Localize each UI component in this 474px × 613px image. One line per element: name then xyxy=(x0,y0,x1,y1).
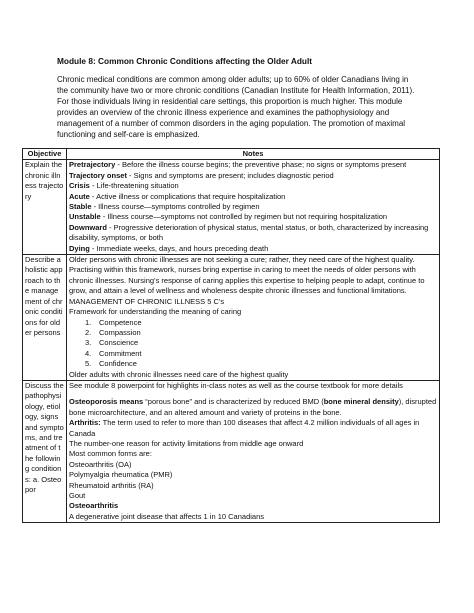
arthritis-reason: The number-one reason for activity limitations from middle age onward xyxy=(69,438,304,448)
table-row xyxy=(23,380,440,522)
trajectory-item: Pretrajectory - Before the illness course begins; the preventive phase; no signs or symptoms present xyxy=(69,160,407,170)
module-title: Module 8: Common Chronic Conditions affecting the Older Adult xyxy=(57,56,313,66)
list-item: 3. Conscience xyxy=(85,338,139,348)
closing-line: Older adults with chronic illnesses need care of the highest quality xyxy=(69,369,289,379)
table-header-row xyxy=(23,149,440,160)
list-item: 1. Competence xyxy=(85,317,142,327)
objective-cell: Describe a holistic approach to the management of chronic conditions for older persons xyxy=(23,255,67,381)
list-item: Osteoarthritis (OA) xyxy=(69,459,132,469)
intro-paragraph: Chronic medical conditions are common among older adults; up to 60% of older Canadians living in the community have two or more chronic conditions (Canadian Institute for Health Information, 2011). For those individuals living in residential care settings, this proportion is much higher. This module provides an overview of the chronic illness experience and examines the pathophysiology and management of a number of common disorders in the aging population. The promotion of maximal functioning and self-care is emphasized. xyxy=(57,75,415,140)
notes-table xyxy=(22,148,440,523)
list-item: Polymyalgia rheumatica (PMR) xyxy=(69,470,173,480)
notes-cell xyxy=(67,160,440,255)
objective-header: Objective xyxy=(23,149,67,160)
framework-line: Framework for understanding the meaning of caring xyxy=(69,307,242,317)
osteoarthritis-text: A degenerative joint disease that affects 1 in 10 Canadians xyxy=(69,511,264,521)
five-cs-heading: MANAGEMENT OF CHRONIC ILLNESS 5 C’s xyxy=(69,296,225,306)
notes-cell xyxy=(67,255,440,381)
osteoarthritis-heading: Osteoarthritis xyxy=(69,501,119,511)
trajectory-item: Trajectory onset - Signs and symptoms are present; includes diagnostic period xyxy=(69,170,334,180)
notes-header: Notes xyxy=(67,149,440,160)
table-row xyxy=(23,160,440,255)
care-paragraph: Older persons with chronic illnesses are not seeking a cure; rather, they need care of the highest quality. Practising within this framework, nurses bring expertise in caring to meet the needs of older persons with chronic illnesses. Nursing’s response of caring applies this expertise to helping people to adapt, continue to grow, and attain a level of wellness and wholeness despite chronic illnesses and functional limitations. xyxy=(69,255,425,296)
list-item: 4. Commitment xyxy=(85,348,142,358)
see-powerpoint-note: See module 8 powerpoint for highlights in-class notes as well as the course textbook for more details xyxy=(69,380,403,390)
list-item: 2. Compassion xyxy=(85,327,141,337)
osteoporosis-definition: Osteoporosis means “porous bone” and is characterized by reduced BMD (bone mineral density), disrupted bone microarchitecture, and an altered amount and variety of proteins in the bone. xyxy=(69,397,437,417)
trajectory-item: Downward - Progressive deterioration of physical status, mental status, or both, characterized by increasing disability, symptoms, or both xyxy=(69,222,429,243)
trajectory-item: Stable - Illness course—symptoms controlled by regimen xyxy=(69,202,260,212)
objective-cell: Explain the chronic illness trajectory xyxy=(23,160,67,255)
trajectory-item: Unstable - Illness course—symptoms not controlled by regimen but not requiring hospitalization xyxy=(69,212,388,222)
list-item: Gout xyxy=(69,491,86,500)
table-row xyxy=(23,255,440,381)
trajectory-item: Crisis - Life-threatening situation xyxy=(69,181,179,191)
arthritis-definition: Arthritis: The term used to refer to more than 100 diseases that affect 4.2 million individuals of all ages in Canada xyxy=(69,418,420,438)
notes-cell xyxy=(67,380,440,522)
trajectory-item: Acute - Active illness or complications that require hospitalization xyxy=(69,191,286,201)
trajectory-item: Dying - Immediate weeks, days, and hours preceding death xyxy=(69,243,269,253)
forms-label: Most common forms are: xyxy=(69,449,152,459)
list-item: Rheumatoid arthritis (RA) xyxy=(69,480,154,490)
list-item: 5. Confidence xyxy=(85,359,137,369)
five-cs-list xyxy=(69,318,437,370)
objective-cell: Discuss the pathophysiology, etiology, signs and symptoms, and treatment of the following conditions: a. Osteopor xyxy=(23,380,67,522)
